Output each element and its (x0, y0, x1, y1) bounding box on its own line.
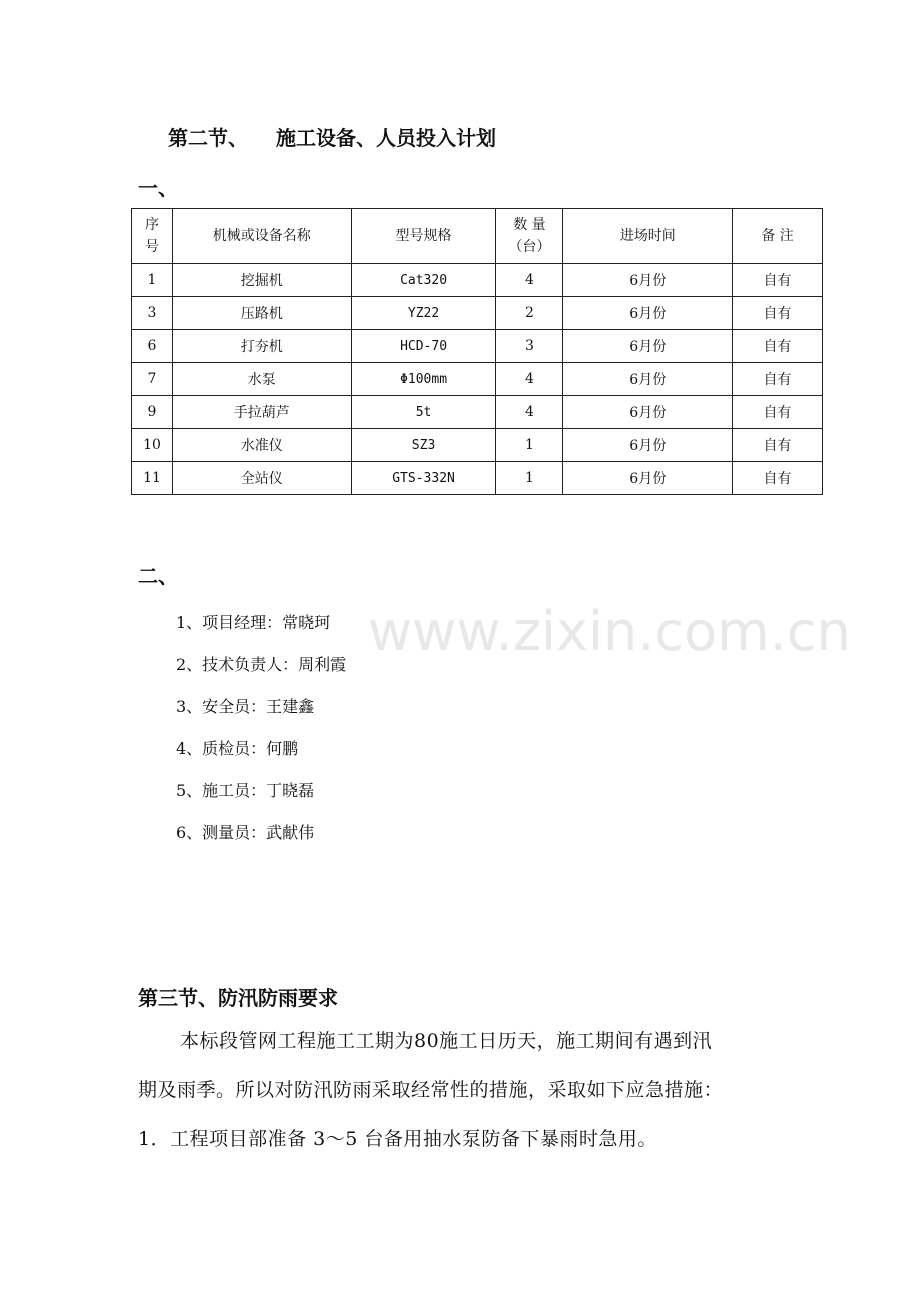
cell-note: 自有 (733, 396, 823, 429)
cell-seq: 9 (132, 396, 173, 429)
section2-heading-text: 施工设备、人员投入计划 (276, 126, 496, 150)
staff-item: 6、测量员：武献伟 (176, 823, 315, 842)
section3-item1: 1．工程项目部准备 3～5 台备用抽水泵防备下暴雨时急用。 (138, 1128, 657, 1150)
cell-entry: 6月份 (563, 330, 733, 363)
cell-note: 自有 (733, 297, 823, 330)
cell-seq: 1 (132, 264, 173, 297)
cell-name: 水泵 (172, 363, 351, 396)
cell-qty: 2 (496, 297, 563, 330)
cell-model: 5t (351, 396, 496, 429)
cell-entry: 6月份 (563, 297, 733, 330)
table-header-row (132, 209, 823, 264)
cell-note: 自有 (733, 462, 823, 495)
cell-entry: 6月份 (563, 429, 733, 462)
header-qty: 数 量 （台） (496, 209, 563, 264)
part2-label: 二、 (138, 564, 178, 588)
table-row (132, 264, 823, 297)
cell-qty: 1 (496, 462, 563, 495)
cell-name: 打夯机 (172, 330, 351, 363)
cell-seq: 6 (132, 330, 173, 363)
staff-item: 2、技术负责人：周利霞 (176, 655, 347, 674)
cell-note: 自有 (733, 264, 823, 297)
cell-seq: 10 (132, 429, 173, 462)
table-row (132, 429, 823, 462)
table-row (132, 396, 823, 429)
cell-seq: 7 (132, 363, 173, 396)
cell-qty: 4 (496, 396, 563, 429)
staff-item: 5、施工员：丁晓磊 (176, 781, 315, 800)
table-row (132, 363, 823, 396)
cell-name: 压路机 (172, 297, 351, 330)
cell-entry: 6月份 (563, 462, 733, 495)
header-seq: 序 号 (132, 209, 173, 264)
cell-model: YZ22 (351, 297, 496, 330)
cell-model: SZ3 (351, 429, 496, 462)
part1-label: 一、 (138, 176, 178, 200)
cell-name: 手拉葫芦 (172, 396, 351, 429)
cell-name: 挖掘机 (172, 264, 351, 297)
cell-qty: 3 (496, 330, 563, 363)
cell-qty: 1 (496, 429, 563, 462)
table-row (132, 297, 823, 330)
cell-model: Cat320 (351, 264, 496, 297)
watermark-text: www.zixin.com.cn (368, 600, 851, 663)
section3-title: 第三节、防汛防雨要求 (138, 986, 338, 1010)
cell-name: 水准仪 (172, 429, 351, 462)
cell-qty: 4 (496, 363, 563, 396)
table-row (132, 330, 823, 363)
cell-model: Φ100mm (351, 363, 496, 396)
cell-note: 自有 (733, 330, 823, 363)
staff-item: 1、项目经理：常晓珂 (176, 613, 331, 632)
cell-model: GTS-332N (351, 462, 496, 495)
section3-paragraph-line2: 期及雨季。所以对防汛防雨采取经常性的措施，采取如下应急措施： (138, 1079, 724, 1101)
staff-item: 3、安全员：王建鑫 (176, 697, 315, 716)
header-model: 型号规格 (351, 209, 496, 264)
header-entry: 进场时间 (563, 209, 733, 264)
cell-entry: 6月份 (563, 396, 733, 429)
equipment-table (131, 208, 823, 495)
cell-note: 自有 (733, 363, 823, 396)
cell-seq: 11 (132, 462, 173, 495)
section2-number: 第二节、 (168, 126, 248, 150)
staff-item: 4、质检员：何鹏 (176, 739, 299, 758)
section2-title (168, 122, 496, 151)
cell-model: HCD-70 (351, 330, 496, 363)
cell-entry: 6月份 (563, 264, 733, 297)
cell-seq: 3 (132, 297, 173, 330)
section3-paragraph-line1: 本标段管网工程施工工期为80施工日历天，施工期间有遇到汛 (180, 1030, 713, 1052)
table-row (132, 462, 823, 495)
cell-name: 全站仪 (172, 462, 351, 495)
header-name: 机械或设备名称 (172, 209, 351, 264)
cell-note: 自有 (733, 429, 823, 462)
header-note: 备 注 (733, 209, 823, 264)
cell-entry: 6月份 (563, 363, 733, 396)
cell-qty: 4 (496, 264, 563, 297)
